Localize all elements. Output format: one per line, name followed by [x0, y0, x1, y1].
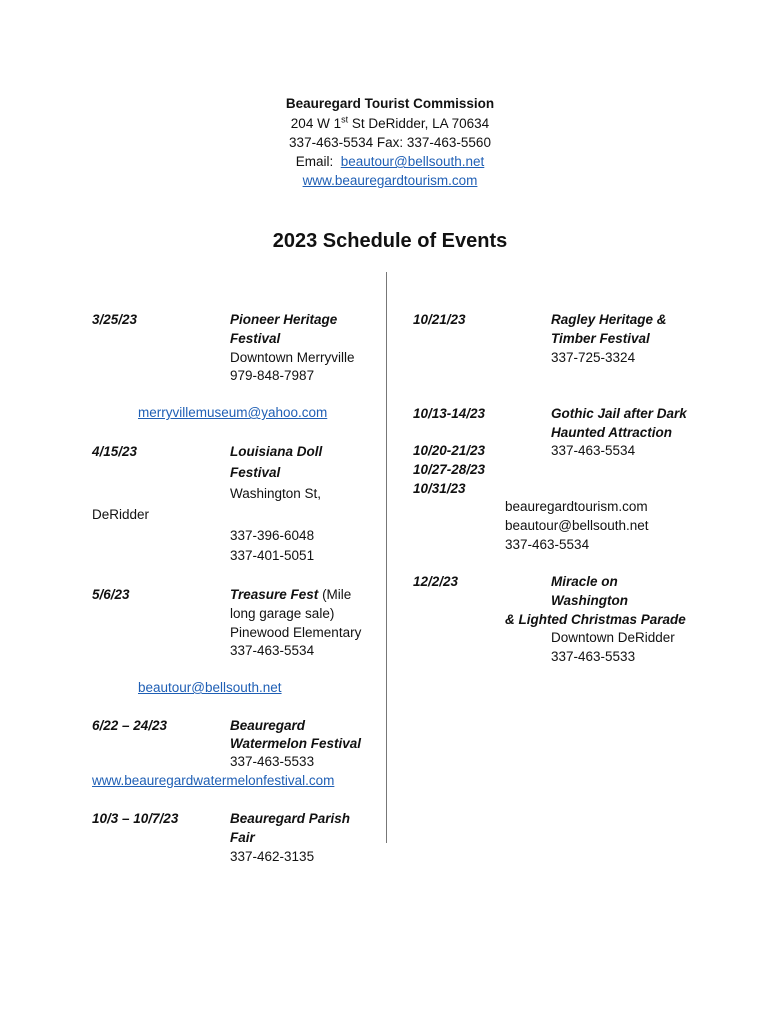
- event-location: Downtown DeRidder: [551, 630, 675, 645]
- event-note: long garage sale): [230, 606, 335, 621]
- event-name: Watermelon Festival: [230, 736, 362, 751]
- event-name: Treasure Fest: [230, 587, 319, 602]
- event-name-line: [230, 585, 351, 604]
- event-date: 3/25/23: [92, 312, 138, 327]
- event-date: 10/21/23: [413, 312, 466, 327]
- event-name: & Lighted Christmas Parade: [505, 612, 686, 627]
- event-email-link[interactable]: merryvillemuseum@yahoo.com: [138, 405, 328, 420]
- event-phone: 337-463-5534: [551, 443, 636, 458]
- org-name: Beauregard Tourist Commission: [285, 96, 495, 111]
- event-phone: 337-463-5533: [551, 649, 636, 664]
- event-name: Washington: [551, 593, 628, 608]
- event-name: Ragley Heritage &: [551, 312, 667, 327]
- event-date: 12/2/23: [413, 574, 459, 589]
- event-name: Louisiana Doll: [230, 444, 323, 459]
- event-date: 10/13-14/23: [413, 406, 486, 421]
- column-divider: [386, 272, 387, 843]
- address-city: St DeRidder, LA 70634: [348, 116, 490, 131]
- phone-fax: 337-463-5534 Fax: 337-463-5560: [289, 135, 491, 150]
- event-name: Festival: [230, 331, 281, 346]
- event-date: 6/22 – 24/23: [92, 718, 168, 733]
- website-line: [0, 171, 780, 190]
- event-name: Gothic Jail after Dark: [551, 406, 687, 421]
- event-location: DeRidder: [92, 507, 150, 522]
- event-phone: 337-463-5533: [230, 754, 315, 769]
- event-name: Miracle on: [551, 574, 618, 589]
- event-location: Downtown Merryville: [230, 350, 355, 365]
- event-note: (Mile: [318, 587, 352, 602]
- event-phone: 337-725-3324: [551, 350, 636, 365]
- event-date: 10/27-28/23: [413, 462, 486, 477]
- event-location: Pinewood Elementary: [230, 625, 362, 640]
- event-website-link[interactable]: www.beauregardwatermelonfestival.com: [92, 773, 335, 788]
- event-phone: 979-848-7987: [230, 368, 315, 383]
- event-location: Washington St,: [230, 486, 322, 501]
- address-street: 204 W 1: [290, 116, 342, 131]
- event-name: Beauregard Parish: [230, 811, 351, 826]
- event-phone: 337-463-5534: [230, 643, 315, 658]
- event-email: beautour@bellsouth.net: [505, 518, 649, 533]
- email-line: [0, 152, 780, 171]
- event-phone: 337-462-3135: [230, 849, 315, 864]
- event-name: Timber Festival: [551, 331, 650, 346]
- website-link[interactable]: www.beauregardtourism.com: [302, 173, 478, 188]
- event-date: 5/6/23: [92, 587, 130, 602]
- event-name: Fair: [230, 830, 255, 845]
- address: [0, 114, 780, 133]
- event-phone: 337-401-5051: [230, 548, 315, 563]
- event-website: beauregardtourism.com: [505, 499, 648, 514]
- event-name: Beauregard: [230, 718, 306, 733]
- event-name: Pioneer Heritage: [230, 312, 338, 327]
- address-sup: st: [341, 114, 349, 125]
- event-name: Festival: [230, 465, 281, 480]
- event-email-link[interactable]: beautour@bellsouth.net: [138, 680, 282, 695]
- event-phone: 337-396-6048: [230, 528, 315, 543]
- event-phone: 337-463-5534: [505, 537, 590, 552]
- event-date: 10/3 – 10/7/23: [92, 811, 179, 826]
- page-title: 2023 Schedule of Events: [272, 230, 508, 252]
- event-date: 4/15/23: [92, 444, 138, 459]
- event-date: 10/20-21/23: [413, 443, 486, 458]
- event-name: Haunted Attraction: [551, 425, 672, 440]
- email-label: Email:: [295, 154, 334, 169]
- event-date: 10/31/23: [413, 481, 466, 496]
- email-link[interactable]: beautour@bellsouth.net: [340, 154, 485, 169]
